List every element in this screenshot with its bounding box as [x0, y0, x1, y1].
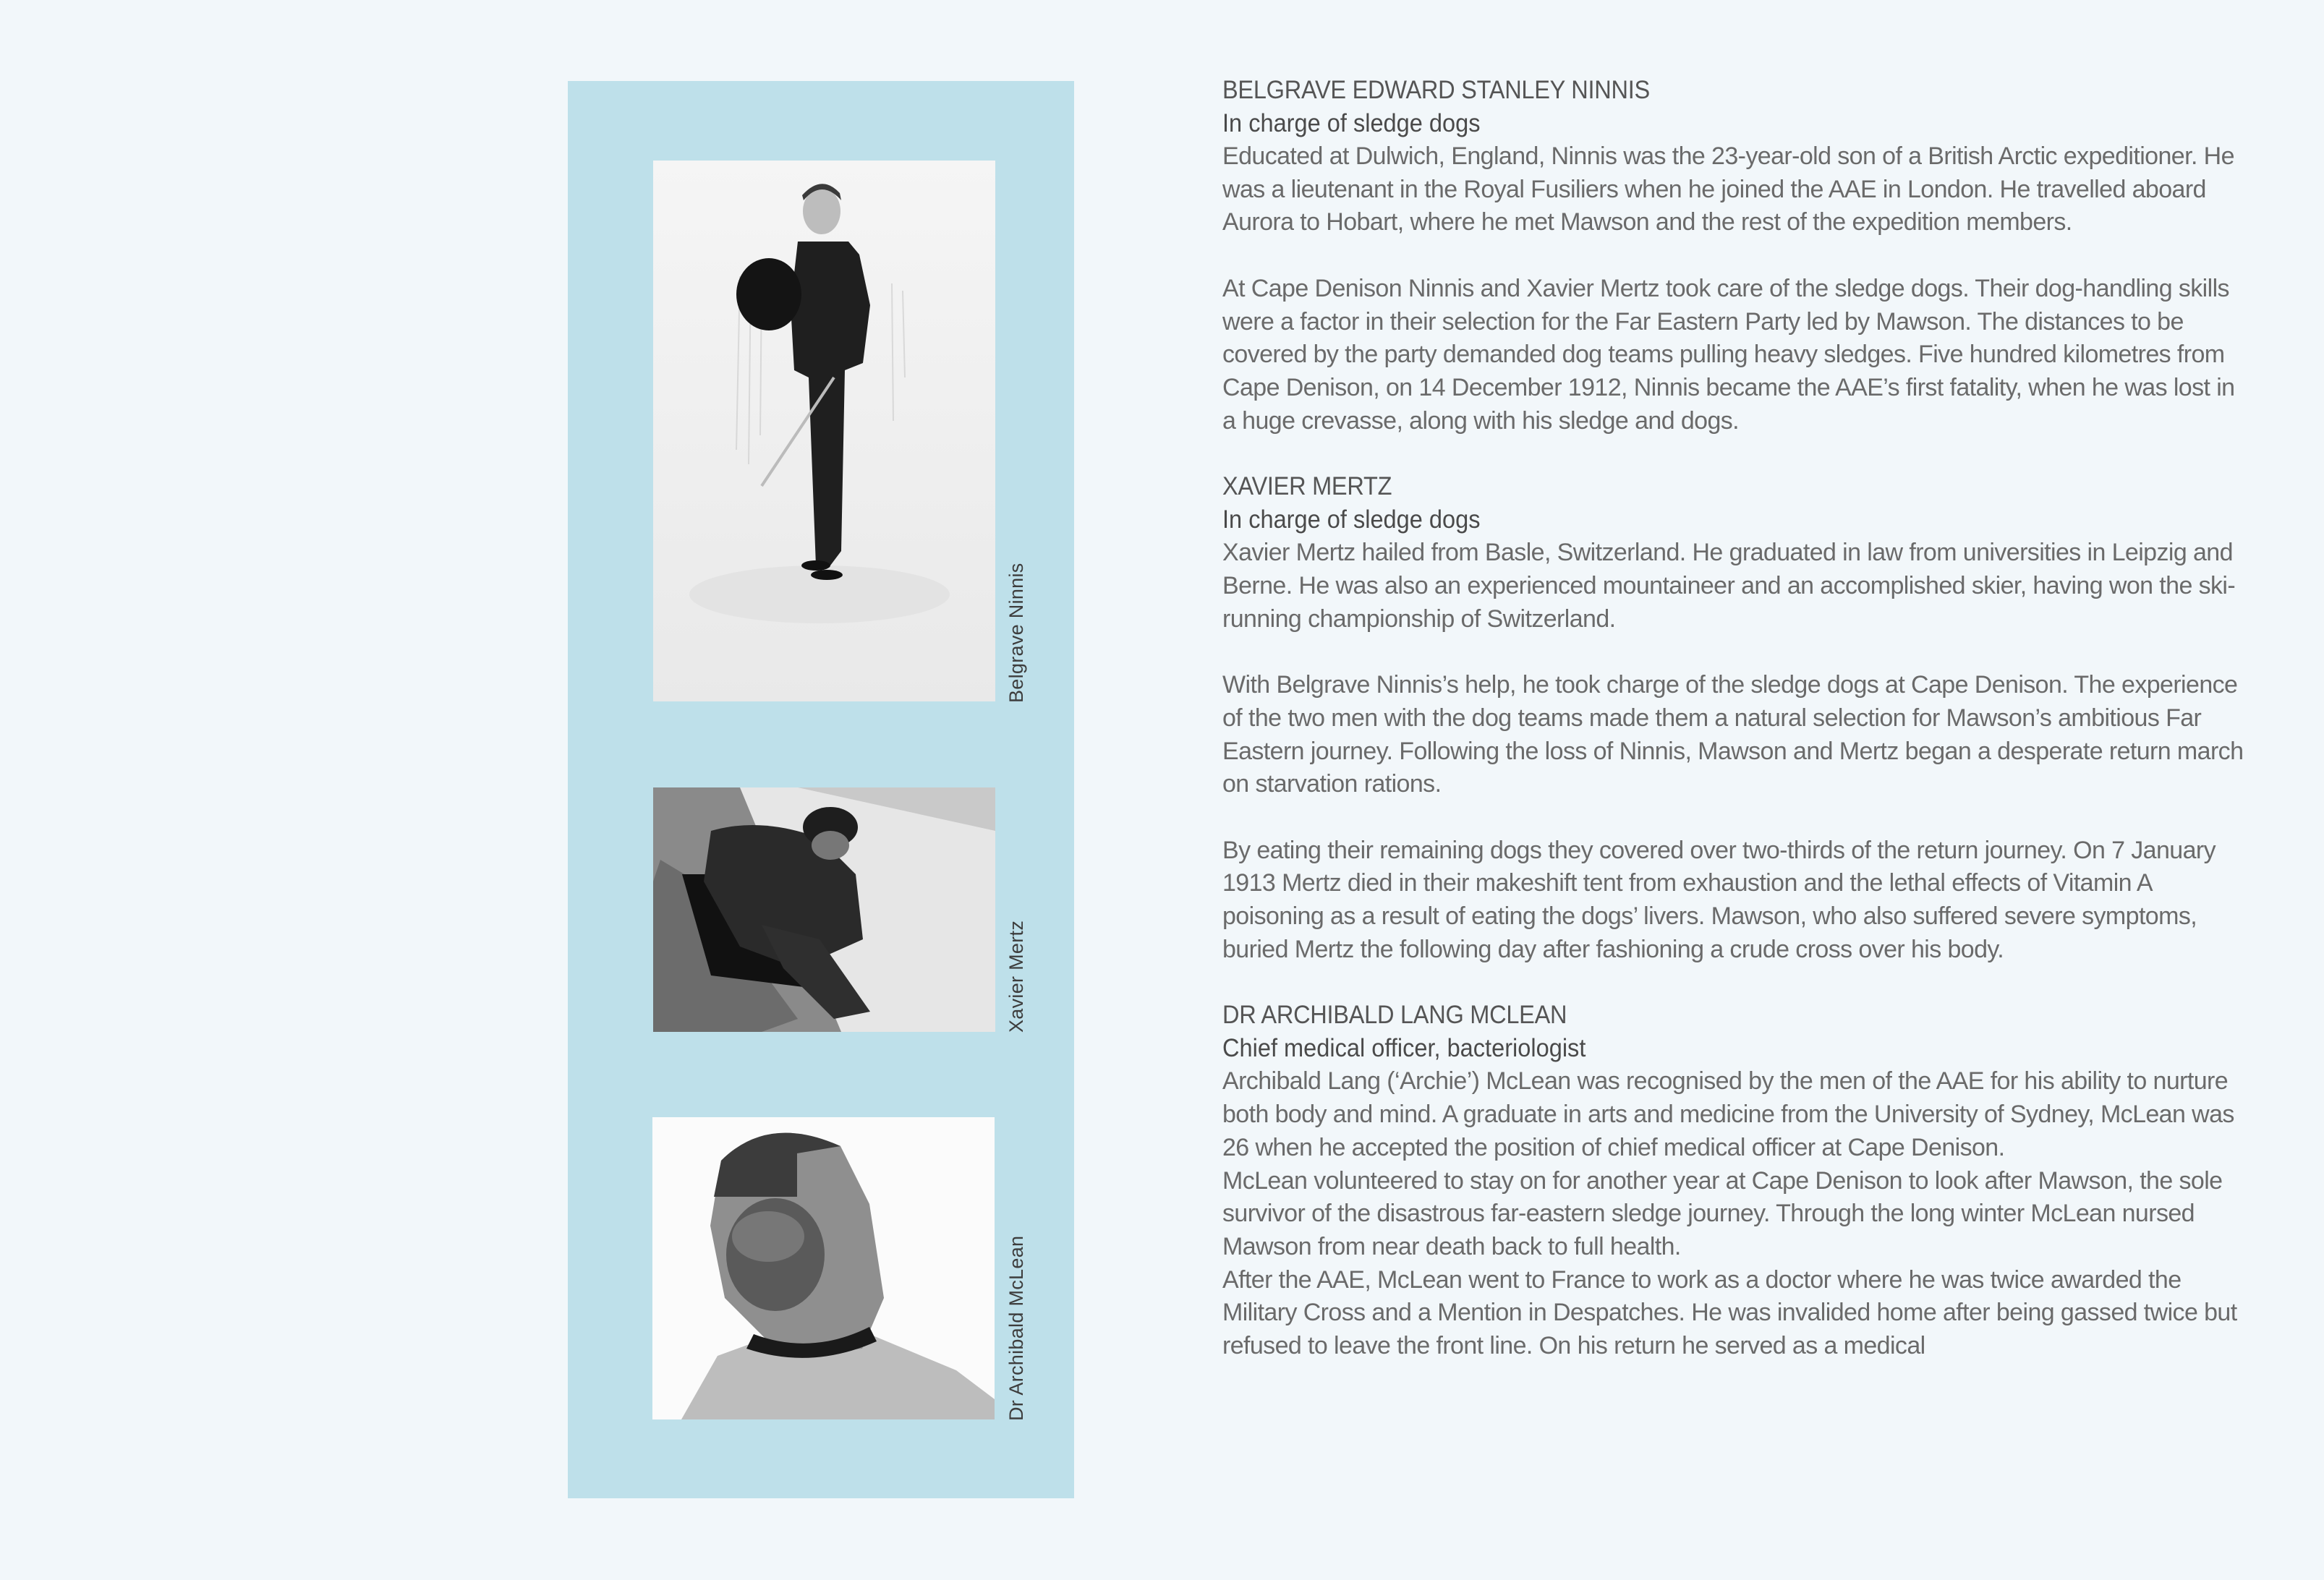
- caption-archibald-mclean: Dr Archibald McLean: [1005, 1235, 1027, 1421]
- photo-archibald-mclean: [652, 1117, 995, 1419]
- photo-belgrave-ninnis: [653, 161, 995, 701]
- bio-paragraph: At Cape Denison Ninnis and Xavier Mertz took care of the sledge dogs. Their dog-handling skills were a factor in their selection for the Far Eastern Party led by Mawson. The distances to be covered by the party demanded dog teams pulling heavy sledges. Five hundred kilometres from Cape Denison, on 14 December 1912, Ninnis became the AAE’s first fatality, when he was lost in a huge crevasse, along with his sledge and dogs.: [1222, 274, 2235, 435]
- snow-hatch-image: [653, 787, 995, 1032]
- bio-role: In charge of sledge dogs: [1222, 109, 1481, 137]
- caption-xavier-mertz: Xavier Mertz: [1005, 920, 1027, 1033]
- bio-name: DR ARCHIBALD LANG MCLEAN: [1222, 1001, 1567, 1030]
- bio-role: Chief medical officer, bacteriologist: [1222, 1034, 1586, 1063]
- bio-mertz: [1222, 470, 2249, 966]
- bio-mclean: [1222, 999, 2249, 1362]
- photo-xavier-mertz: [653, 787, 995, 1032]
- bio-paragraph: McLean volunteered to stay on for another year at Cape Denison to look after Mawson, the sole survivor of the disastrous far-eastern sledge journey. Through the long winter McLean nursed Mawson from near death back to full health.: [1222, 1166, 2223, 1260]
- biographies: [1222, 74, 2249, 1396]
- bio-name: BELGRAVE EDWARD STANLEY NINNIS: [1222, 76, 1650, 104]
- portrait-uniform-image: [653, 161, 995, 701]
- bio-paragraph: Xavier Mertz hailed from Basle, Switzerland. He graduated in law from universities in Leipzig and Berne. He was also an experienced mountaineer and an accomplished skier, having won the ski-running championship of Switzerland.: [1222, 539, 2236, 633]
- caption-belgrave-ninnis: Belgrave Ninnis: [1005, 563, 1027, 703]
- bio-paragraph: With Belgrave Ninnis’s help, he took charge of the sledge dogs at Cape Denison. The experience of the two men with the dog teams made them a natural selection for Mawson’s ambitious Far Eastern journey. Following the loss of Ninnis, Mawson and Mertz began a desperate return march on starvation rations.: [1222, 671, 2244, 798]
- bio-paragraph: By eating their remaining dogs they covered over two-thirds of the return journey. On 7 January 1913 Mertz died in their makeshift tent from exhaustion and the lethal effects of Vitamin A poisoning as a result of eating the dogs’ livers. Mawson, who also suffered severe symptoms, buried Mertz the following day after fashioning a crude cross over his body.: [1222, 836, 2216, 963]
- balaclava-portrait-image: [652, 1117, 995, 1419]
- bio-paragraph: Educated at Dulwich, England, Ninnis was the 23-year-old son of a British Arctic expeditioner. He was a lieutenant in the Royal Fusiliers when he joined the AAE in London. He travelled aboard Aurora to Hobart, where he met Mawson and the rest of the expedition members.: [1222, 142, 2234, 236]
- bio-paragraph: After the AAE, McLean went to France to work as a doctor where he was twice awarded the Military Cross and a Mention in Despatches. He was invalided home after being gassed twice but refused to leave the front line. On his return he served as a medical: [1222, 1265, 2237, 1360]
- bio-paragraph: Archibald Lang (‘Archie’) McLean was recognised by the men of the AAE for his ability to nurture both body and mind. A graduate in arts and medicine from the University of Sydney, McLean was 26 when he accepted the position of chief medical officer at Cape Denison.: [1222, 1067, 2234, 1161]
- bio-role: In charge of sledge dogs: [1222, 505, 1481, 534]
- bio-ninnis: [1222, 74, 2249, 437]
- bio-name: XAVIER MERTZ: [1222, 472, 1392, 501]
